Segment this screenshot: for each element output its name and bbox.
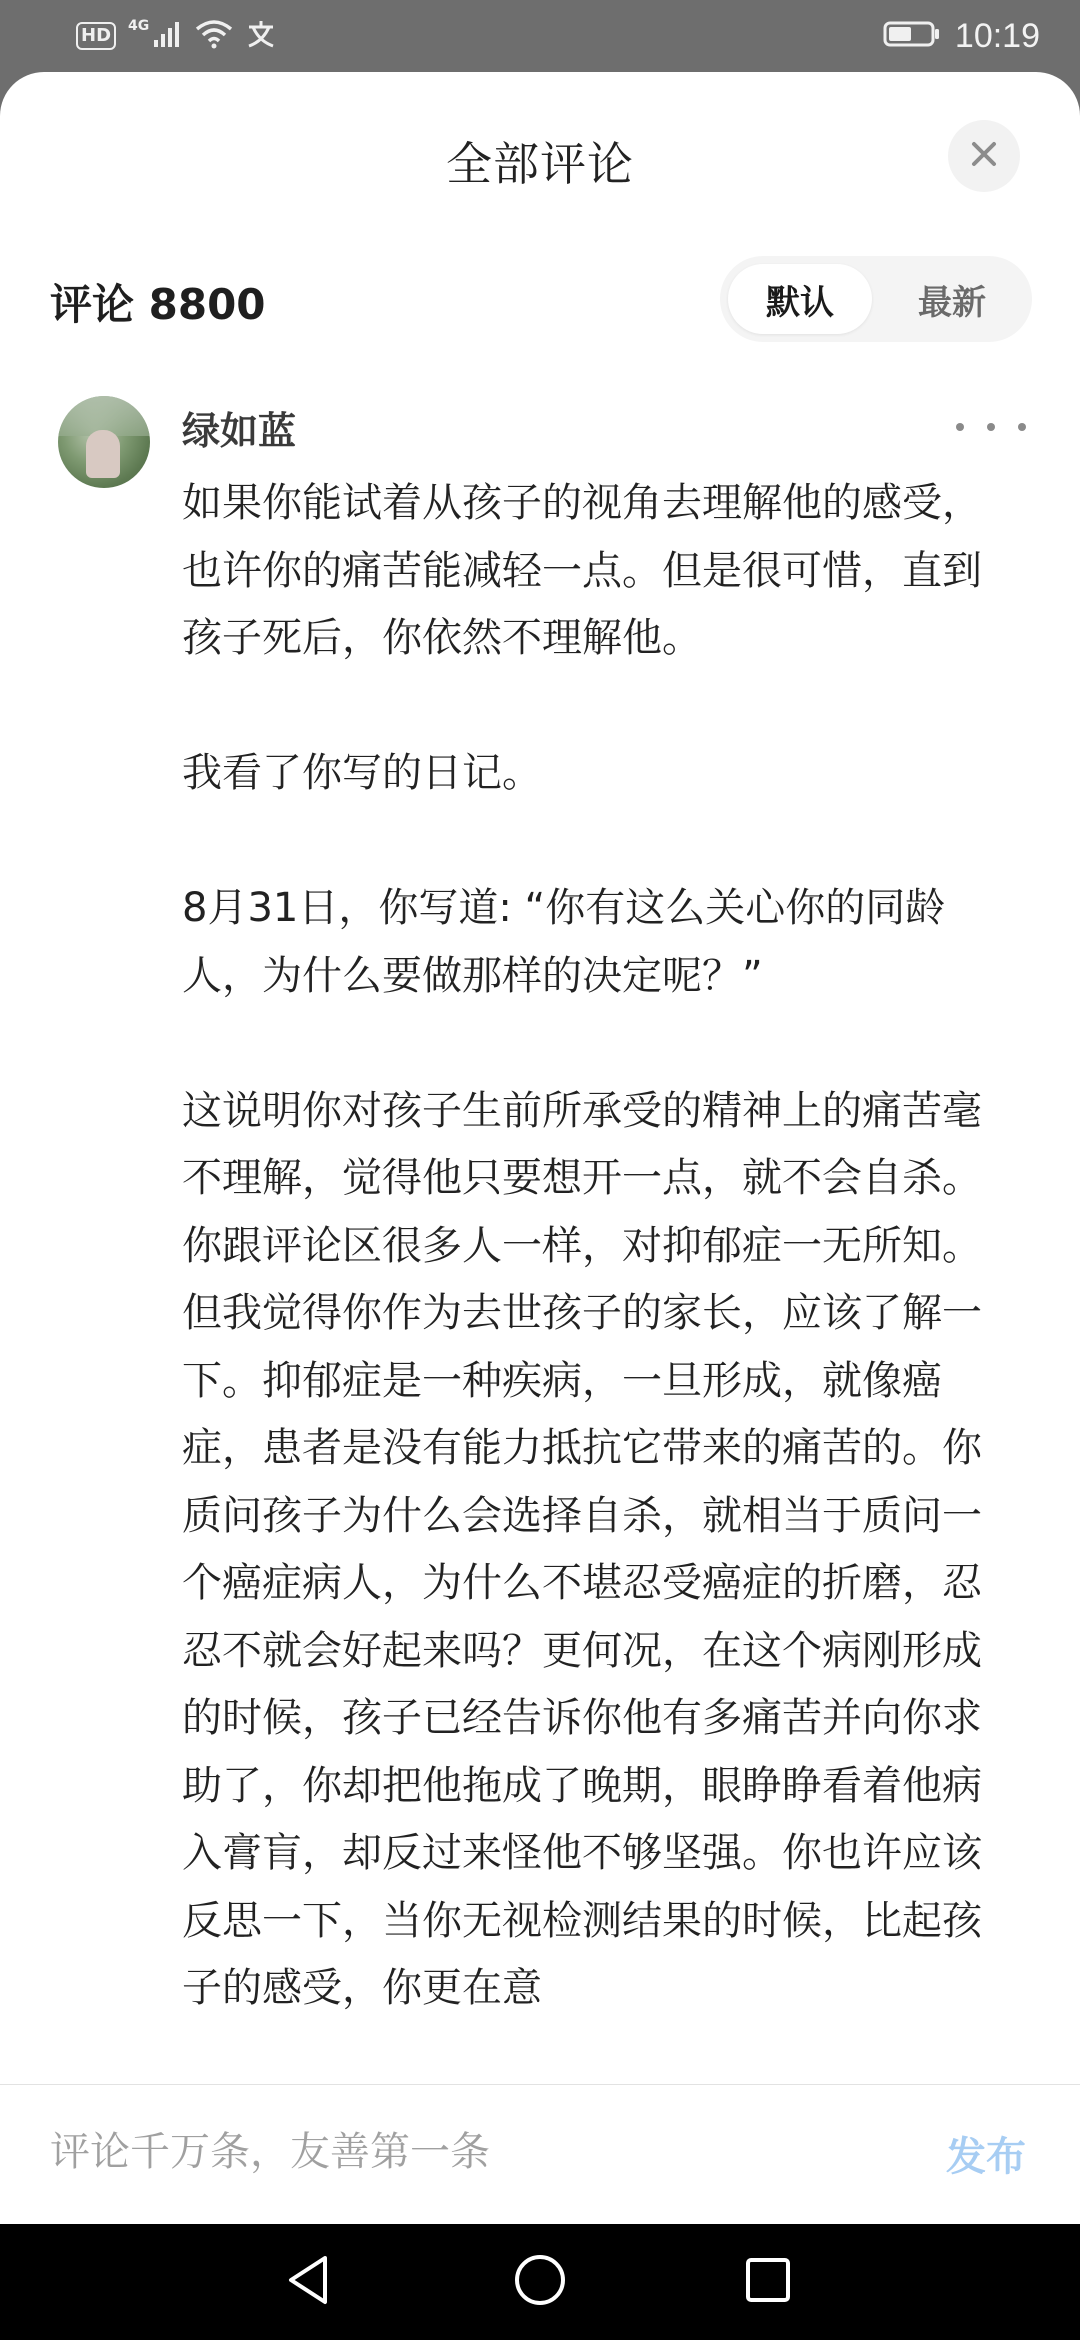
avatar-figure — [86, 430, 120, 478]
sort-latest-button[interactable]: 最新 — [918, 282, 986, 323]
input-method-icon — [245, 19, 277, 53]
comment-count: 评论 8800 — [50, 280, 266, 329]
comment-input[interactable] — [50, 2117, 870, 2187]
comments-sheet — [0, 72, 1080, 2224]
publish-button[interactable]: 发布 — [946, 2125, 1026, 2182]
close-icon — [969, 139, 999, 173]
comment-paragraph: 8月31日，你写道: “你有这么关心你的同龄人，为什么要做那样的决定呢？” — [182, 885, 946, 999]
more-dot — [956, 423, 964, 431]
back-button[interactable] — [274, 2248, 342, 2316]
comment-username[interactable]: 绿如蓝 — [182, 409, 297, 453]
comment-body — [182, 470, 1002, 2023]
home-button[interactable] — [506, 2248, 574, 2316]
network-type-label: 4G — [128, 18, 150, 34]
comment-input-bar — [0, 2084, 1080, 2225]
comment-paragraph: 我看了你写的日记。 — [182, 750, 542, 796]
navigation-bar — [0, 2224, 1080, 2340]
sort-default-button[interactable]: 默认 — [728, 264, 872, 334]
sheet-title: 全部评论 — [446, 137, 634, 191]
home-icon — [512, 2252, 568, 2312]
comment-paragraph: 这说明你对孩子生前所承受的精神上的痛苦毫不理解，觉得他只要想开一点，就不会自杀。你跟评论区很多人一样，对抑郁症一无所知。但我觉得你作为去世孩子的家长，应该了解一下。抑郁症是一种疾病，一旦形成，就像癌症，患者是没有能力抵抗它带来的痛苦的。你质问孩子为什么会选择自杀，就相当于质问一个癌症病人，为什么不堪忍受癌症的折磨，忍忍不就会好起来吗？更何况，在这个病刚形成的时候，孩子已经告诉你他有多痛苦并向你求助了，你却把他拖成了晚期，眼睁睁看着他病入膏肓，却反过来怪他不够坚强。你也许应该反思一下，当你无视检测结果的时候，比起孩子的感受，你更在意 — [182, 1087, 982, 2011]
back-icon — [283, 2252, 333, 2312]
sort-toggle — [720, 256, 1032, 342]
battery-icon — [883, 20, 941, 52]
recents-icon — [743, 2255, 793, 2309]
signal-icon — [153, 20, 183, 52]
status-right-group — [883, 14, 1040, 58]
status-bar — [0, 0, 1080, 72]
wifi-icon — [195, 19, 233, 53]
more-dots-icon[interactable] — [956, 412, 1026, 442]
close-button[interactable] — [948, 120, 1020, 192]
hd-badge: HD — [76, 22, 116, 50]
more-dot — [987, 423, 995, 431]
more-dot — [1018, 423, 1026, 431]
avatar[interactable] — [58, 396, 150, 488]
status-time: 10:19 — [954, 16, 1040, 55]
recents-button[interactable] — [734, 2248, 802, 2316]
comment-paragraph: 如果你能试着从孩子的视角去理解他的感受，也许你的痛苦能减轻一点。但是很可惜，直到孩子死后，你依然不理解他。 — [182, 480, 982, 661]
status-left-group — [76, 18, 277, 54]
